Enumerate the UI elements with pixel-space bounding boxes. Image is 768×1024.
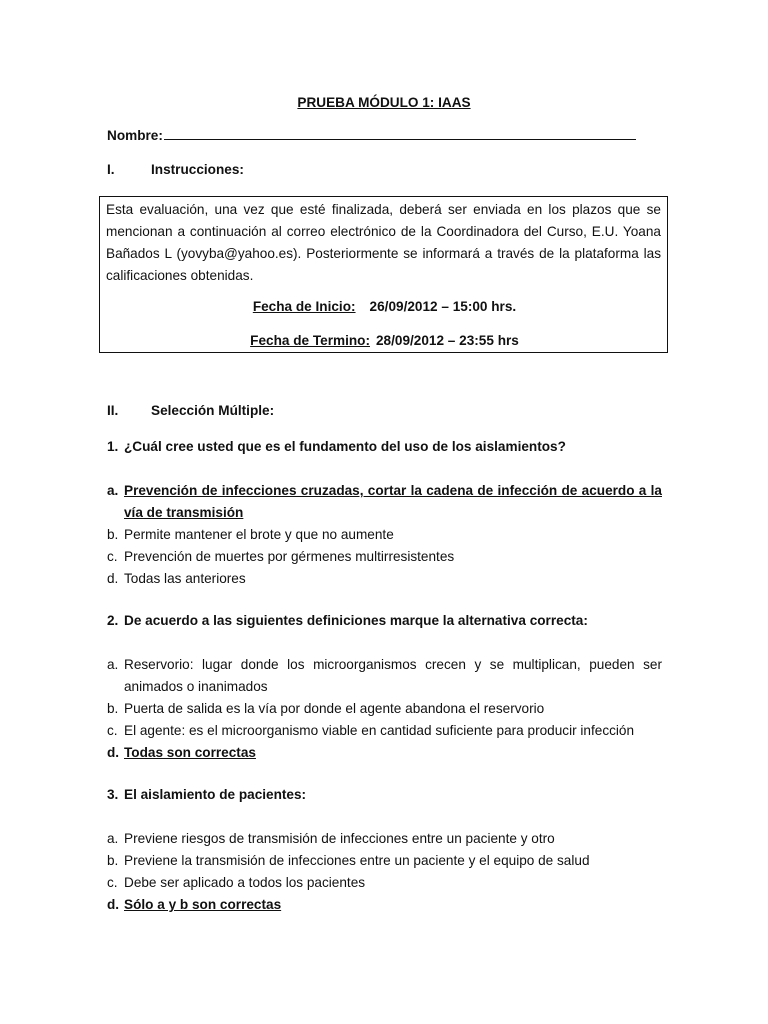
question-number: 2. [107,613,119,628]
question-1 [107,436,667,458]
section-multiple-choice-heading [107,400,274,422]
end-date-line [106,330,663,352]
question-1-options [107,480,662,590]
option-1b: b. Permite mantener el brote y que no aumente [107,527,394,542]
question-3 [107,784,667,806]
option-3d: d. Sólo a y b son correctas [107,897,282,912]
option-3a: a. Previene riesgos de transmisión de infecciones entre un paciente y otro [107,831,555,846]
question-3-options [107,828,662,916]
question-number: 3. [107,787,119,802]
instructions-box [99,196,668,353]
section-number: II. [107,403,119,418]
start-date-label: Fecha de Inicio: [252,299,356,314]
end-date-label: Fecha de Termino: [250,333,370,348]
start-date-value: 26/09/2012 – 15:00 hrs. [369,299,517,314]
option-3c: c. Debe ser aplicado a todos los pacientes [107,875,366,890]
name-label: Nombre: [107,128,163,143]
option-2b: b. Puerta de salida es la vía por donde el agente abandona el reservorio [107,701,545,716]
option-2c: c. El agente: es el microorganismo viable en cantidad suficiente para producir infección [107,723,635,738]
end-date-value: 28/09/2012 – 23:55 hrs [376,333,519,348]
question-number: 1. [107,439,119,454]
name-field [107,125,637,147]
question-2 [107,610,667,632]
start-date-line [106,296,663,318]
question-text: De acuerdo a las siguientes definiciones marque la alternativa correcta: [124,613,588,628]
option-1d: d. Todas las anteriores [107,571,246,586]
option-2a: a. Reservorio: lugar donde los microorganismos crecen y se multiplican, pueden ser animados o inanimados [107,657,662,694]
option-1a: a. Prevención de infecciones cruzadas, cortar la cadena de infección de acuerdo a la vía de transmisión [107,483,662,520]
instructions-text: Esta evaluación, una vez que esté finalizada, deberá ser enviada en los plazos que se mencionan a continuación al correo electrónico de la Coordinadora del Curso, E.U. Yoana Bañados L (yovyba@yahoo.es). Posteriormente se informará a través de la plataforma las calificaciones obtenidas. [106,202,661,283]
option-2d: d. Todas son correctas [107,745,256,760]
section-number: I. [107,162,115,177]
section-label: Selección Múltiple: [151,403,275,418]
question-text: El aislamiento de pacientes: [124,787,307,802]
question-2-options [107,654,662,764]
option-3b: b. Previene la transmisión de infecciones entre un paciente y el equipo de salud [107,853,590,868]
section-instructions-heading [107,159,244,181]
question-text: ¿Cuál cree usted que es el fundamento del uso de los aislamientos? [124,439,566,454]
document-title: PRUEBA MÓDULO 1: IAAS [297,95,471,110]
option-1c: c. Prevención de muertes por gérmenes multirresistentes [107,549,455,564]
name-blank-line [164,125,636,140]
section-label: Instrucciones: [151,162,244,177]
